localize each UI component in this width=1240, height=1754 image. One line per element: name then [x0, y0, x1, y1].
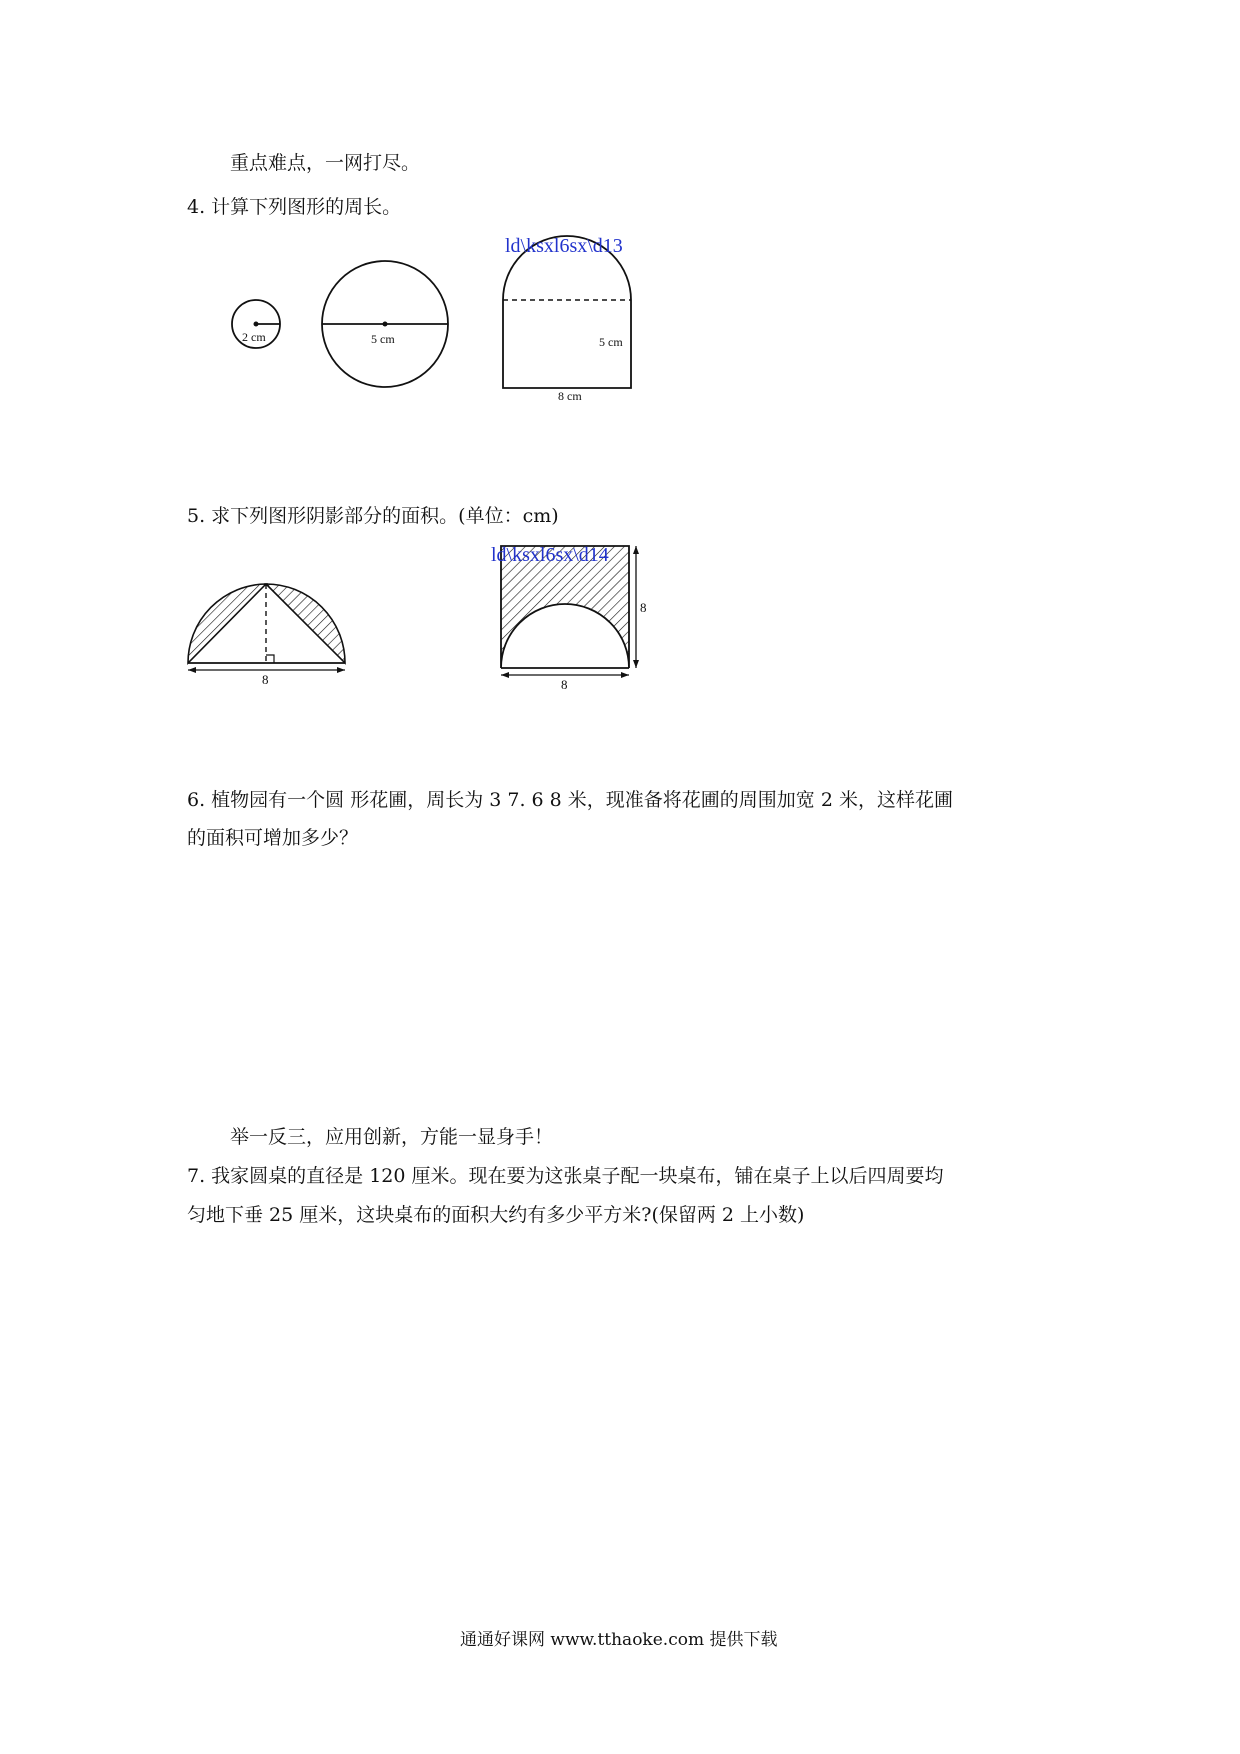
question-4-text: 4. 计算下列图形的周长。 [187, 196, 402, 218]
q4-arch-shape [503, 235, 631, 403]
section-heading-key-points: 重点难点，一网打尽。 [230, 152, 421, 174]
q5-semicircle-base-label: 8 [262, 672, 269, 687]
question-6-line-2: 的面积可增加多少？ [187, 827, 359, 849]
question-7-line-2: 匀地下垂 25 厘米，这块桌布的面积大约有多少平方米?(保留两 2 上小数) [187, 1204, 805, 1226]
q5-figures [180, 535, 660, 695]
q4-large-circle [322, 261, 448, 387]
q4-small-circle [232, 300, 280, 348]
q5-square-figure [491, 544, 647, 692]
q4-arch-width-label: 8 cm [558, 389, 582, 403]
footer: 通通好课网 www.tthaoke.com 提供下载 [460, 1630, 778, 1650]
q4-arch-height-label: 5 cm [599, 335, 623, 349]
q5-square-width-label: 8 [561, 677, 568, 692]
q4-figure-tag: ld\ksxl6sx\d13 [505, 235, 623, 257]
q5-square-height-label: 8 [640, 600, 647, 615]
q5-semicircle-figure [188, 584, 345, 687]
q5-figure-tag: ld\ksxl6sx\d14 [491, 544, 609, 566]
q4-small-circle-radius-label: 2 cm [242, 330, 266, 344]
question-7-line-1: 7. 我家圆桌的直径是 120 厘米。现在要为这张桌子配一块桌布，铺在桌子上以后四周要均 [187, 1165, 944, 1187]
question-5-text: 5. 求下列图形阴影部分的面积。(单位：cm) [187, 505, 559, 527]
question-6-line-1: 6. 植物园有一个圆 形花圃，周长为 3 7. 6 8 米，现准备将花圃的周围加宽 2 米，这样花圃 [187, 789, 953, 811]
section-heading-apply: 举一反三，应用创新，方能一显身手！ [230, 1126, 554, 1148]
q4-figures [225, 232, 705, 402]
q4-large-circle-diameter-label: 5 cm [371, 332, 395, 346]
